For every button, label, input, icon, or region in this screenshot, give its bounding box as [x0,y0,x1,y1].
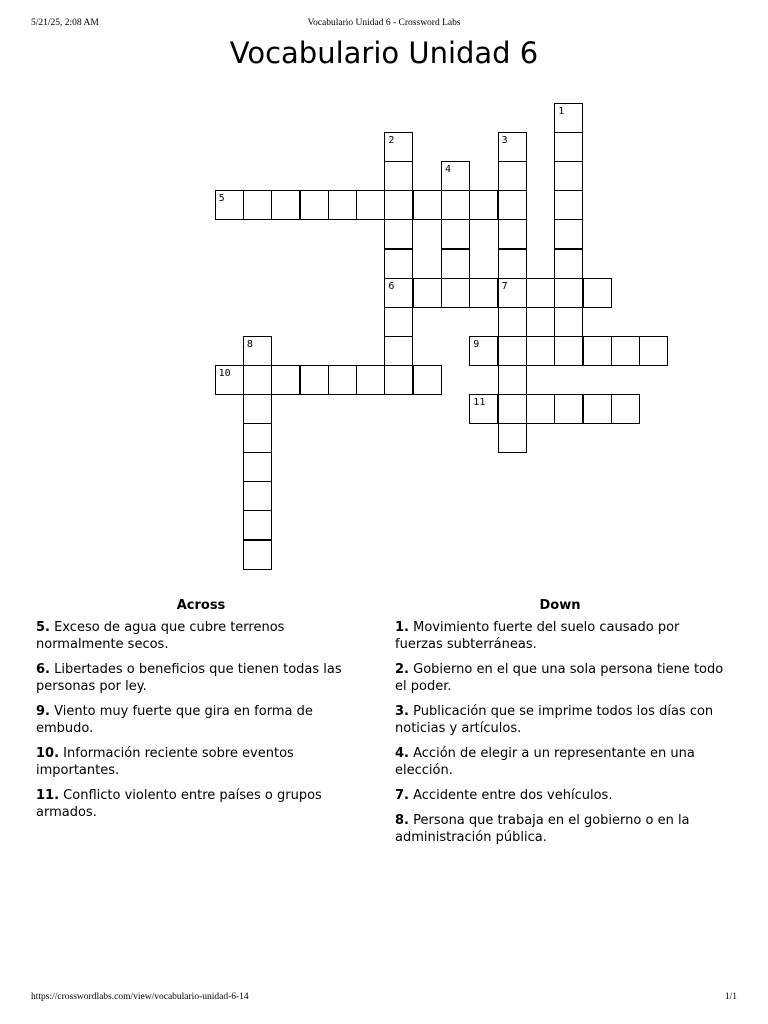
cell-number: 7 [501,280,508,292]
down-clue [395,703,725,737]
grid-cell[interactable] [384,132,413,162]
across-clue [36,619,366,653]
grid-cell[interactable] [441,278,470,308]
grid-cell[interactable] [384,161,413,191]
down-clue [395,745,725,779]
across-clue [36,703,366,737]
grid-cell[interactable] [498,278,527,308]
grid-cell[interactable] [554,161,583,191]
grid-cell[interactable] [441,249,470,279]
grid-cell[interactable] [243,510,272,540]
grid-cell[interactable] [498,219,527,249]
clue-number: 9. [36,704,50,719]
grid-cell[interactable] [554,103,583,133]
print-datetime: 5/21/25, 2:08 AM [31,18,99,28]
grid-cell[interactable] [441,161,470,191]
grid-cell[interactable] [554,278,583,308]
grid-cell[interactable] [583,394,612,424]
grid-cell[interactable] [611,394,640,424]
clue-number: 11. [36,788,60,803]
down-clue [395,812,725,846]
grid-cell[interactable] [243,394,272,424]
clue-number: 6. [36,662,50,677]
grid-cell[interactable] [413,365,442,395]
print-footer [0,992,768,1006]
grid-cell[interactable] [243,423,272,453]
clue-number: 4. [395,746,409,761]
page-title: Vocabulario Unidad 6 [229,36,539,70]
grid-cell[interactable] [469,336,498,366]
print-url: https://crosswordlabs.com/view/vocabulario-unidad-6-14 [31,992,249,1002]
grid-cell[interactable] [639,336,668,366]
grid-cell[interactable] [441,219,470,249]
grid-cell[interactable] [300,365,329,395]
print-page-count: 1/1 [724,992,737,1002]
cell-number: 11 [473,397,486,408]
grid-cell[interactable] [328,190,357,220]
clue-number: 7. [395,788,409,803]
grid-cell[interactable] [384,307,413,337]
grid-cell[interactable] [271,190,300,220]
clue-text: Libertades o beneficios que tienen todas las personas por ley. [36,662,342,694]
grid-cell[interactable] [554,219,583,249]
grid-cell[interactable] [243,336,272,366]
grid-cell[interactable] [441,190,470,220]
grid-cell[interactable] [413,190,442,220]
clue-text: Viento muy fuerte que gira en forma de embudo. [36,704,313,736]
grid-cell[interactable] [498,394,527,424]
grid-cell[interactable] [611,336,640,366]
grid-cell[interactable] [243,190,272,220]
across-clue [36,787,366,821]
grid-cell[interactable] [215,190,244,220]
grid-cell[interactable] [498,161,527,191]
down-clue [395,619,725,653]
grid-cell[interactable] [384,336,413,366]
cell-number: 1 [558,106,565,117]
grid-cell[interactable] [498,336,527,366]
clue-number: 5. [36,620,50,635]
grid-cell[interactable] [554,249,583,279]
grid-cell[interactable] [526,394,555,424]
grid-cell[interactable] [554,190,583,220]
clue-number: 1. [395,620,409,635]
grid-cell[interactable] [526,278,555,308]
clue-text: Publicación que se imprime todos los días con noticias y artículos. [395,704,714,736]
grid-cell[interactable] [469,190,498,220]
grid-cell[interactable] [498,132,527,162]
grid-cell[interactable] [554,336,583,366]
clue-text: Conflicto violento entre países o grupos armados. [36,788,322,820]
cell-number: 10 [218,367,231,379]
grid-cell[interactable] [498,249,527,279]
cell-number: 3 [501,135,508,147]
grid-cell[interactable] [554,307,583,337]
grid-cell[interactable] [384,365,413,395]
cell-number: 6 [388,280,395,292]
clue-number: 8. [395,813,409,828]
grid-cell[interactable] [498,423,527,453]
cell-number: 5 [218,193,225,205]
grid-cell[interactable] [215,365,244,395]
clue-number: 2. [395,662,409,677]
clue-text: Persona que trabaja en el gobierno o en la administración pública. [395,813,690,845]
clue-text: Accidente entre dos vehículos. [413,788,613,803]
grid-cell[interactable] [243,540,272,570]
cell-number: 2 [388,135,395,147]
grid-cell[interactable] [243,481,272,511]
clue-text: Exceso de agua que cubre terrenos normalmente secos. [36,620,285,652]
grid-cell[interactable] [328,365,357,395]
grid-cell[interactable] [498,307,527,337]
grid-cell[interactable] [583,336,612,366]
clue-text: Movimiento fuerte del suelo causado por fuerzas subterráneas. [395,620,680,652]
print-page-title: Vocabulario Unidad 6 - Crossword Labs [307,18,461,28]
clue-text: Acción de elegir a un representante en una elección. [395,746,695,778]
grid-cell[interactable] [384,278,413,308]
grid-cell[interactable] [271,365,300,395]
grid-cell[interactable] [413,278,442,308]
grid-cell[interactable] [498,190,527,220]
grid-cell[interactable] [526,336,555,366]
clue-number: 10. [36,746,60,761]
cell-number: 9 [473,338,480,350]
across-heading: Across [176,598,226,613]
grid-cell[interactable] [583,278,612,308]
grid-cell[interactable] [300,190,329,220]
grid-cell[interactable] [498,365,527,395]
across-clues [36,598,366,829]
grid-cell[interactable] [469,278,498,308]
down-clue [395,661,725,695]
grid-cell[interactable] [384,249,413,279]
grid-cell[interactable] [356,190,385,220]
grid-cell[interactable] [554,394,583,424]
down-clue [395,787,725,804]
across-clue [36,745,366,779]
clue-text: Información reciente sobre eventos importantes. [36,746,294,778]
grid-cell[interactable] [384,190,413,220]
cell-number: 8 [246,338,253,350]
down-heading: Down [539,598,581,613]
down-clues [395,598,725,854]
grid-cell[interactable] [243,452,272,482]
grid-cell[interactable] [243,365,272,395]
clue-text: Gobierno en el que una sola persona tiene todo el poder. [395,662,724,694]
clue-number: 3. [395,704,409,719]
across-clue [36,661,366,695]
grid-cell[interactable] [356,365,385,395]
grid-cell[interactable] [384,219,413,249]
cell-number: 4 [445,164,452,176]
grid-cell[interactable] [554,132,583,162]
grid-cell[interactable] [469,394,498,424]
